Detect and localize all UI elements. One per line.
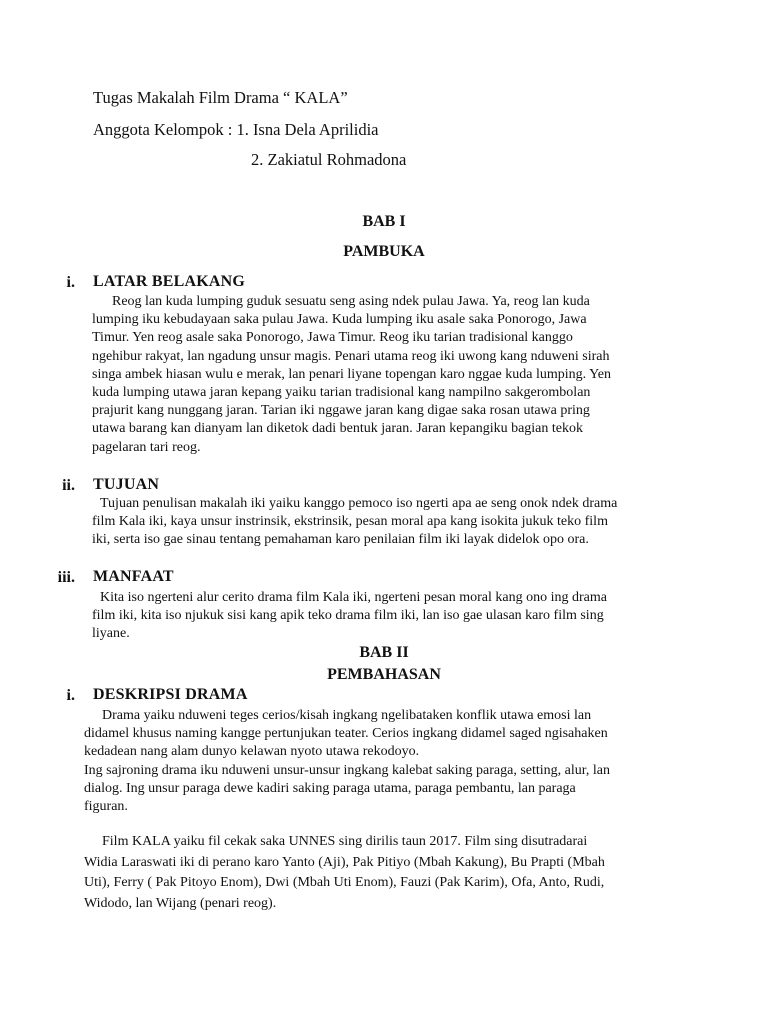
document-title: Tugas Makalah Film Drama “ KALA” [93, 88, 348, 107]
section-title-manfaat: MANFAAT [93, 568, 174, 585]
paragraph-line: Drama yaiku nduweni teges cerios/kisah ingkang ngelibataken konflik utawa emosi lan [102, 708, 592, 723]
paragraph-line: utawa barang kan dianyam lan diketok dadi bentuk jaran. Jaran kepangiku bagian tekok [92, 421, 583, 437]
group-member-2: 2. Zakiatul Rohmadona [251, 150, 407, 169]
paragraph-line: didamel khusus naming kangge pertunjukan teater. Cerios ingkang didamel saged ngisahaken [84, 726, 608, 742]
paragraph-line: Ing sajroning drama iku nduweni unsur-unsur ingkang kalebat saking paraga, setting, alur, lan [84, 762, 610, 778]
paragraph-line: figuran. [84, 799, 128, 815]
chapter-1-heading: BAB I [362, 213, 406, 230]
chapter-2-heading: BAB II [359, 644, 409, 661]
paragraph-line: Reog lan kuda lumping guduk sesuatu seng asing ndek pulau Jawa. Ya, reog lan kuda [112, 294, 590, 309]
paragraph-line: Timur. Yen reog asale saka Ponorogo, Jawa Timur. Reog iku tarian tradisional kanggo [92, 330, 573, 346]
section-title-deskripsi-drama: DESKRIPSI DRAMA [93, 686, 248, 703]
group-members-label: Anggota Kelompok : 1. Isna Dela Aprilidia [93, 120, 379, 139]
paragraph-line: iki, serta iso gae sinau tentang pemahaman karo penilaian film iki layak didelok opo ora. [92, 532, 589, 548]
paragraph-line: film Kala iki, kaya unsur instrinsik, ekstrinsik, pesan moral apa kang isokita jukuk teko film [92, 514, 608, 530]
paragraph-line: kuda lumping utawa jaran kepang yaiku tarian tradisional kang nampilno sakgerombolan [92, 385, 591, 401]
paragraph-line: liyane. [92, 626, 130, 642]
paragraph-line: Widia Laraswati iki di perano karo Yanto (Aji), Pak Pitiyo (Mbah Kakung), Bu Prapti (Mbah [84, 854, 605, 870]
section-number: iii. [57, 569, 75, 586]
paragraph-manfaat [92, 589, 607, 644]
section-number: i. [66, 274, 75, 291]
section-title-tujuan: TUJUAN [93, 476, 160, 493]
paragraph-line: prajurit kang nunggang jaran. Tarian iki nggawe jaran kang digae saka rosan utawa pring [92, 403, 590, 419]
paragraph-film-kala [84, 832, 605, 914]
paragraph-line: lumping iku kebudayaan saka pulau Jawa. Kuda lumping iku asale saka Ponorogo, Jawa [92, 312, 587, 328]
paragraph-line: Kita iso ngerteni alur cerito drama film Kala iki, ngerteni pesan moral kang ono ing drama [100, 590, 607, 605]
section-number: ii. [62, 477, 75, 494]
paragraph-line: ngehibur rakyat, lan ngadung unsur magis. Penari utama reog iki uwong kang nduweni sirah [92, 348, 610, 364]
paragraph-line: Widodo, lan Wijang (penari reog). [84, 895, 277, 911]
section-number: i. [66, 687, 75, 704]
paragraph-line: Uti), Ferry ( Pak Pitoyo Enom), Dwi (Mbah Uti Enom), Fauzi (Pak Karim), Ofa, Anto, Rudi, [84, 875, 605, 890]
paragraph-line: singa ambek hiasan wulu e merak, lan penari liyane topengan karo nggae kuda lumping. Yen [92, 366, 612, 382]
paragraph-tujuan [92, 495, 617, 550]
paragraph-line: Tujuan penulisan makalah iki yaiku kanggo pemoco iso ngerti apa ae seng onok ndek drama [100, 496, 618, 511]
paragraph-line: pagelaran tari reog. [92, 439, 201, 455]
chapter-1-subheading: PAMBUKA [343, 243, 425, 260]
paragraph-latar-belakang [92, 293, 611, 457]
paragraph-line: dialog. Ing unsur paraga dewe kadiri saking paraga utama, paraga pembantu, lan paraga [84, 780, 576, 796]
paragraph-line: Film KALA yaiku fil cekak saka UNNES sing dirilis taun 2017. Film sing disutradarai [102, 834, 588, 849]
paragraph-deskripsi-drama [84, 707, 610, 816]
paragraph-line: film iki, kita iso njukuk sisi kang apik teko drama film iki, lan iso gae ulasan karo film sing [92, 608, 604, 624]
section-title-latar-belakang: LATAR BELAKANG [93, 273, 246, 290]
chapter-2-subheading: PEMBAHASAN [327, 666, 441, 683]
paragraph-line: kedadean nang alam dunyo kelawan nyoto utawa rekodoyo. [84, 744, 420, 760]
